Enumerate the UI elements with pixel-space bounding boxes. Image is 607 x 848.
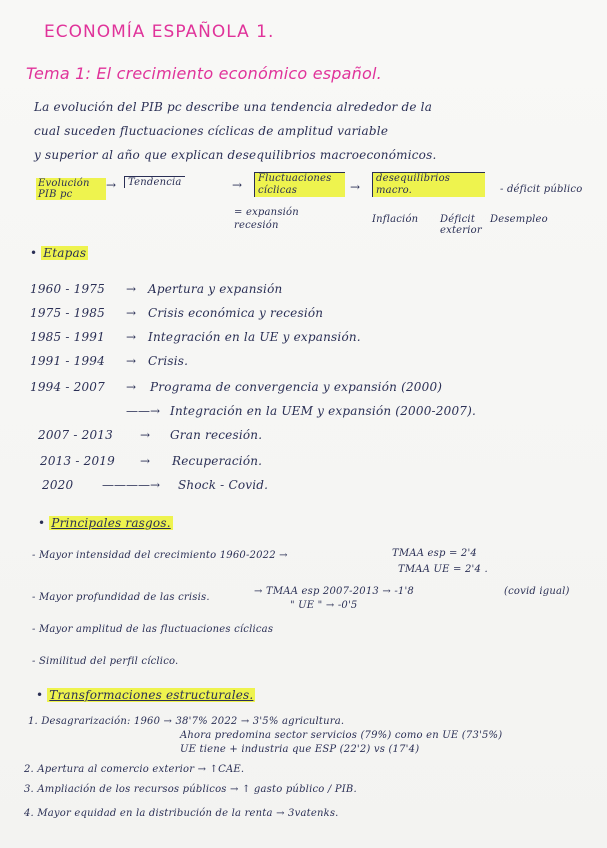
arrow-icon: → [350,180,361,194]
arrow-icon: ————→ [102,478,161,492]
arrow-icon: → [126,380,137,394]
rasgo-tmaa-ue: TMAA UE = 2'4 . [398,564,488,575]
etapa-years: 2007 - 2013 [38,428,113,442]
etapas-heading: • Etapas [30,246,87,260]
arrow-icon: → [140,454,151,468]
etapa-years: 1991 - 1994 [30,354,105,368]
etapa-text: Crisis. [148,354,189,368]
diagram-tendencia-note: = expansión recesión [234,207,299,231]
etapa-years: 1960 - 1975 [30,282,105,296]
intro-line-1: La evolución del PIB pc describe una tendencia alrededor de la [34,100,433,114]
intro-line-3: y superior al año que explican desequilibrios macroeconómicos. [34,148,437,162]
diagram-fluctuaciones: Fluctuaciones cíclicas [254,172,345,197]
intro-line-2: cual suceden fluctuaciones cíclicas de amplitud variable [34,124,389,138]
rasgos-heading-text: Principales rasgos. [51,516,171,530]
page-title: ECONOMÍA ESPAÑOLA 1. [44,22,275,42]
arrow-icon: → [126,306,137,320]
diagram-desempleo: Desempleo [490,214,548,225]
rasgos-heading: • Principales rasgos. [38,516,171,530]
transf-servicios: Ahora predomina sector servicios (79%) como en UE (73'5%) [180,730,503,741]
diagram-desequilibrios: desequilibrios macro. [372,172,485,197]
topic-title: Tema 1: El crecimiento económico español. [26,64,382,83]
diagram-tendencia: Tendencia [124,176,185,188]
rasgo-tmaa-crisis-esp: → TMAA esp 2007-2013 → -1'8 [254,586,414,597]
etapa-text: Recuperación. [172,454,263,468]
etapa-text: Integración en la UE y expansión. [148,330,361,344]
etapa-years: 2013 - 2019 [40,454,115,468]
rasgo-tmaa-esp: TMAA esp = 2'4 [392,548,477,559]
etapa-text: Programa de convergencia y expansión (2000) [150,380,443,394]
transf-desagrarizacion: 1. Desagrarización: 1960 → 38'7% 2022 → 3'5% agricultura. [28,716,345,727]
arrow-icon: → [126,330,137,344]
etapa-text: Gran recesión. [170,428,263,442]
etapa-years: 1994 - 2007 [30,380,105,394]
diagram-inflacion: Inflación [372,214,419,225]
transf-heading-text: Transformaciones estructurales. [49,688,254,702]
arrow-icon: → [126,354,137,368]
diagram-deficit-publico: - déficit público [500,184,583,195]
etapas-heading-text: Etapas [43,246,87,260]
rasgo-intensidad: - Mayor intensidad del crecimiento 1960-2022 → [32,550,288,561]
etapa-years: 2020 [42,478,74,492]
arrow-icon: → [106,178,117,192]
rasgo-amplitud: - Mayor amplitud de las fluctuaciones cíclicas [32,624,274,635]
diagram-start: Evolución PIB pc [36,178,106,200]
rasgo-covid-note: (covid igual) [504,586,570,597]
arrow-icon: → [126,282,137,296]
arrow-icon: → [232,178,243,192]
rasgo-tmaa-crisis-ue: " UE " → -0'5 [290,600,358,611]
transf-equidad: 4. Mayor equidad en la distribución de la renta → 3vatenks. [24,808,339,819]
etapa-text: Crisis económica y recesión [148,306,324,320]
etapa-text: Integración en la UEM y expansión (2000-2007). [170,404,477,418]
diagram-deficit-exterior: Déficit exterior [440,214,482,236]
etapa-text: Apertura y expansión [148,282,283,296]
transf-industria: UE tiene + industria que ESP (22'2) vs (17'4) [180,744,420,755]
transf-apertura: 2. Apertura al comercio exterior → ↑CAE. [24,764,245,775]
rasgo-profundidad: - Mayor profundidad de las crisis. [32,592,210,603]
rasgo-similitud: - Similitud del perfil cíclico. [32,656,179,667]
transf-recursos: 3. Ampliación de los recursos públicos → ↑ gasto público / PIB. [24,784,357,795]
transf-heading: • Transformaciones estructurales. [36,688,254,702]
etapa-text: Shock - Covid. [178,478,269,492]
etapa-years: 1975 - 1985 [30,306,105,320]
arrow-icon: → [140,428,151,442]
arrow-icon: ——→ [126,404,161,418]
etapa-years: 1985 - 1991 [30,330,105,344]
